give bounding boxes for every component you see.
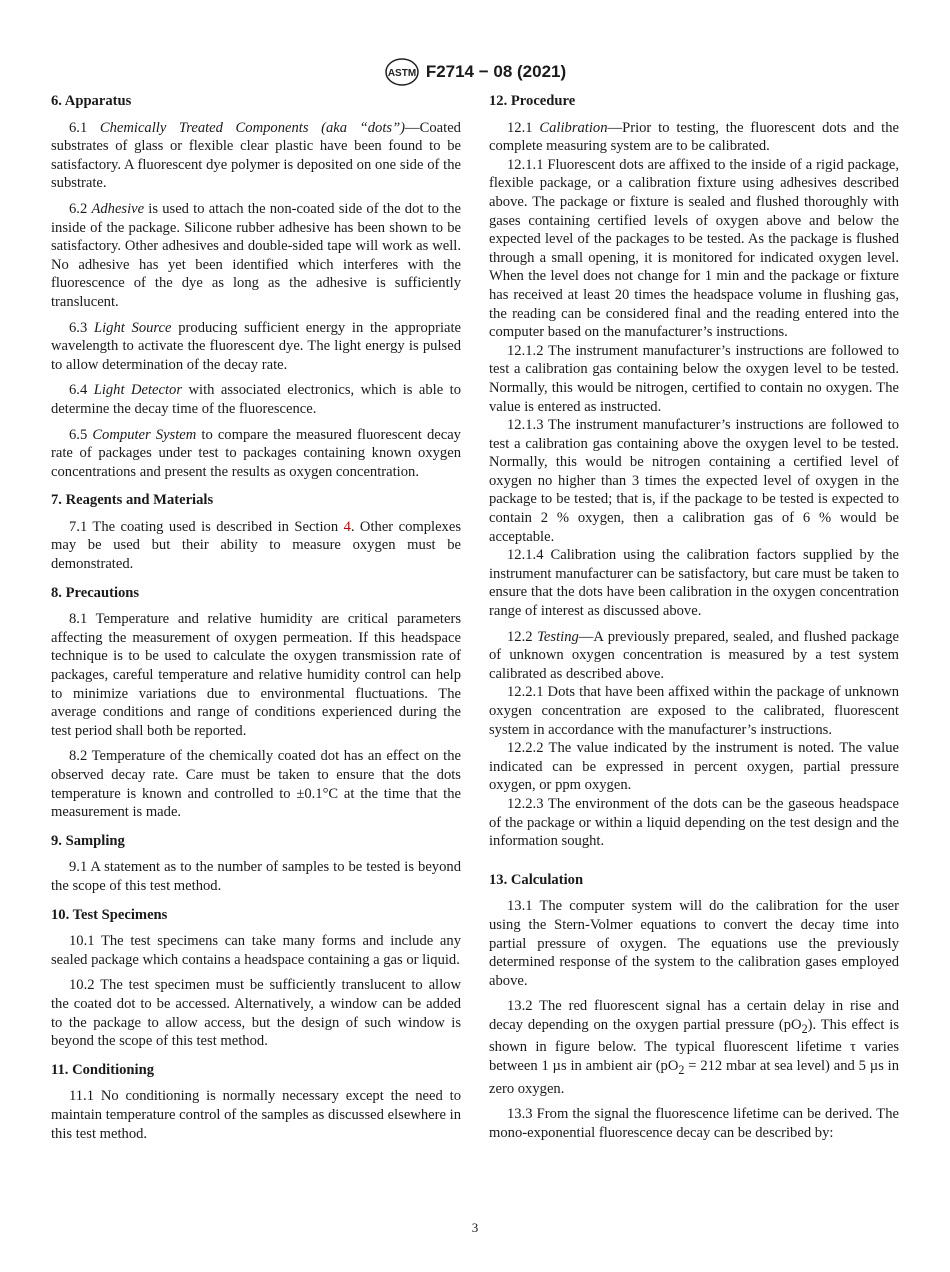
page-header <box>0 57 950 87</box>
section-title: 8. Precautions <box>51 584 140 601</box>
section-sampling <box>51 832 461 896</box>
astm-logo <box>384 57 420 87</box>
paragraph: 12.1.4 Calibration using the calibration factors supplied by the instrument manufacturer can be satisfactory, but care must be taken to ensure that the dots have been calibration in the oxygen concentration range of interest as discussed above. <box>489 547 899 620</box>
paragraph: 6.2 Adhesive is used to attach the non-coated side of the dot to the inside of the package. Silicone rubber adhesive has been shown to be satisfactory. Other adhesives and double-sided tape will work as well. No adhesive has yet been identified which interferes with the fluorescence of the dye as long as the adhesive is sufficiently translucent. <box>51 200 461 310</box>
paragraph: 8.1 Temperature and relative humidity are critical parameters affecting the measurement of oxygen permeation. If this headspace technique is to be used to calculate the oxygen transmission rate of packages, careful temperature and relative humidity control can help to minimize variations due to environmental fluctuations. The average conditions and range of conditions experienced during the test period shall both be reported. <box>51 611 461 739</box>
paragraph: 13.1 The computer system will do the calibration for the user using the Stern-Volmer equations to convert the decay time into partial pressure of oxygen. The equations use the previously determined response of the system to the calibration gases employed above. <box>489 898 899 989</box>
right-column <box>489 92 899 1150</box>
paragraph: 9.1 A statement as to the number of samples to be tested is beyond the scope of this test method. <box>51 859 461 894</box>
section-conditioning <box>51 1061 461 1143</box>
paragraph: 12.1.2 The instrument manufacturer’s instructions are followed to test a calibration gas containing below the oxygen level to be tested. Normally, this would be nitrogen, certified to contain no oxygen. The value is entered as instructed. <box>489 342 899 415</box>
left-column <box>51 92 461 1151</box>
section-title: 10. Test Specimens <box>51 906 168 923</box>
paragraph: 6.1 Chemically Treated Components (aka “dots”)—Coated substrates of glass or flexible clear plastic have been found to be satisfactory. A fluorescent dye polymer is deposited on one side of the substrate. <box>51 119 461 192</box>
paragraph: 6.5 Computer System to compare the measured fluorescent decay rate of packages under test to packages containing known oxygen concentrations and present the results as oxygen concentration. <box>51 426 461 480</box>
section-reagents <box>51 491 461 573</box>
section-title: 13. Calculation <box>489 871 584 888</box>
section-procedure <box>489 92 899 851</box>
paragraph: 10.1 The test specimens can take many forms and include any sealed package which contains a headspace containing a gas or liquid. <box>51 933 461 968</box>
paragraph: 13.2 The red fluorescent signal has a certain delay in rise and decay depending on the oxygen partial pressure $(pO_2)$. This effect is shown in figure below. The typical fluorescent lifetime τ varies between 1 µs in ambient air ($pO_2 = 212$ mbar at sea level) and 5 µs in zero oxygen. <box>489 998 899 1097</box>
paragraph: 12.1 Calibration—Prior to testing, the fluorescent dots and the complete measuring system are to be calibrated. <box>489 119 899 155</box>
paragraph: 12.2.3 The environment of the dots can be the gaseous headspace of the package or within a liquid depending on the test design and the information sought. <box>489 795 899 850</box>
paragraph: 12.1.3 The instrument manufacturer’s instructions are followed to test a calibration gas containing above the oxygen level to be tested. Normally, this would be nitrogen containing a certified level of oxygen no higher than 3 times the expected level of oxygen in the package to be tested; that is, if the package to be tested is expected to contain 2 % oxygen, then a calibration gas of 6 % would be acceptable. <box>489 417 899 545</box>
paragraph: 12.2.1 Dots that have been affixed within the package of unknown oxygen concentration are exposed to the calibrated, fluorescent system in accordance with the manufacturer’s instructions. <box>489 684 899 738</box>
paragraph: 12.2.2 The value indicated by the instrument is noted. The value indicated can be expressed in percent oxygen, partial pressure oxygen, or ppm oxygen. <box>489 740 899 794</box>
section-title: 6. Apparatus <box>51 93 132 109</box>
designation: F2714 − 08 (2021) <box>425 62 567 81</box>
section-precautions <box>51 584 461 822</box>
section-apparatus <box>51 92 461 481</box>
paragraph: 13.3 From the signal the fluorescence lifetime can be derived. The mono-exponential fluorescence decay can be described by: <box>489 1106 899 1141</box>
paragraph: 6.4 Light Detector with associated electronics, which is able to determine the decay time of the fluorescence. <box>51 382 461 417</box>
section-calculation <box>489 871 899 1143</box>
paragraph: 11.1 No conditioning is normally necessary except the need to maintain temperature control of the samples as discussed elsewhere in this test method. <box>51 1088 461 1142</box>
svg-text:ASTM: ASTM <box>387 68 416 79</box>
paragraph: 10.2 The test specimen must be sufficiently translucent to allow the coated dot to be accessed. Alternatively, a window can be added to the package to allow access, but the design of such window is beyond the scope of this test method. <box>51 977 461 1050</box>
paragraph: 8.2 Temperature of the chemically coated dot has an effect on the observed decay rate. Care must be taken to ensure that the dots temperature is known and controlled to ±0.1°C at the time that the measurement is made. <box>51 748 461 821</box>
paragraph: 6.3 Light Source producing sufficient energy in the appropriate wavelength to activate the fluorescent dye. The light energy is pulsed to allow determination of the decay rate. <box>51 319 462 373</box>
section-title: 9. Sampling <box>51 832 125 849</box>
paragraph: 12.1.1 Fluorescent dots are affixed to the inside of a rigid package, flexible package, or a calibration fixture using adhesives described above. The package or fixture is sealed and flushed thoroughly with gases containing certified levels of oxygen above and below the expected level of the packages to be tested. As the package is flushed through a small opening, it is monitored for indicated oxygen level. When the level does not change for 1 min and the package or fixture has received at least 20 times the headspace volume in flushing gas, the reading can be considered final and the reading entered into the computer based on the manufacturer’s instructions. <box>489 156 899 341</box>
section-test-specimens <box>51 906 461 1051</box>
section-title: 12. Procedure <box>489 93 576 109</box>
page-number: 3 <box>471 1220 479 1235</box>
section-title: 11. Conditioning <box>51 1061 155 1078</box>
paragraph: 7.1 The coating used is described in Section 4. Other complexes may be used but their ability to measure oxygen must be demonstrated. <box>51 518 461 573</box>
paragraph: 12.2 Testing—A previously prepared, sealed, and flushed package of unknown oxygen concentration is measured by a test system calibrated as described above. <box>489 628 899 682</box>
section-link[interactable]: 4 <box>343 518 351 535</box>
section-title: 7. Reagents and Materials <box>51 492 214 509</box>
